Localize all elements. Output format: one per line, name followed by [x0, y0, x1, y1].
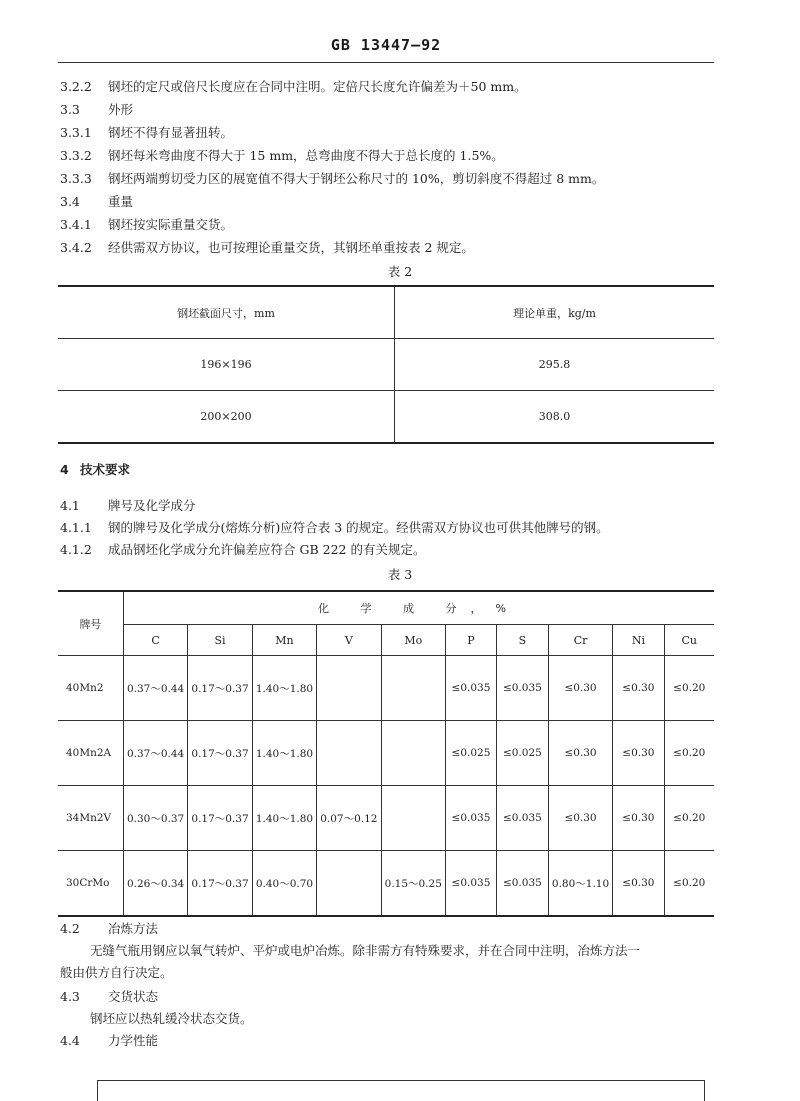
table-cell: ≤0.035 — [446, 786, 497, 851]
table-cell: ≤0.30 — [613, 786, 664, 851]
element-header: Mo — [381, 625, 445, 656]
element-header: Cr — [548, 625, 612, 656]
paragraph-line — [60, 964, 173, 982]
table-cell: 0.17～0.37 — [188, 786, 252, 851]
clause-text: 钢坯每米弯曲度不得大于 15 mm，总弯曲度不得大于总长度的 1.5%。 — [108, 148, 504, 163]
clause-text: 成品钢坯化学成分允许偏差应符合 GB 222 的有关规定。 — [108, 542, 426, 557]
table-cell: ≤0.20 — [664, 656, 714, 721]
grade-header: 牌号 — [58, 591, 123, 656]
table-cell: ≤0.30 — [613, 851, 664, 917]
table-cell — [381, 656, 445, 721]
grade-cell: 40Mn2A — [58, 721, 123, 786]
paragraph-text: 般由供方自行决定。 — [60, 965, 173, 980]
table-row — [58, 721, 714, 786]
element-header: P — [446, 625, 497, 656]
clause-3-2-2 — [60, 78, 527, 96]
table-cell: 0.80～1.10 — [548, 851, 612, 917]
table-header-row — [58, 591, 714, 625]
clause-3-3-1 — [60, 124, 233, 142]
table-cell: ≤0.30 — [548, 656, 612, 721]
clause-3-3 — [60, 101, 133, 119]
clause-number: 4.3 — [60, 989, 80, 1004]
element-header: C — [123, 625, 187, 656]
composition-header: 化 学 成 分，% — [123, 591, 714, 625]
table-cell — [317, 656, 381, 721]
clause-4-1-2 — [60, 541, 425, 559]
clause-number: 3.3 — [60, 102, 80, 117]
table-cell: 0.40～0.70 — [252, 851, 316, 917]
table-cell: 308.0 — [395, 391, 715, 444]
paragraph-text: 钢坯应以热轧缓冷状态交货。 — [90, 1011, 253, 1026]
document-header: GB 13447—92 — [330, 36, 442, 54]
element-header: Cu — [664, 625, 714, 656]
table-cell: ≤0.035 — [446, 851, 497, 917]
table-row — [58, 391, 714, 444]
table-cell: ≤0.30 — [548, 721, 612, 786]
clause-4-4 — [60, 1032, 158, 1050]
element-header: Ni — [613, 625, 664, 656]
clause-text: 钢坯两端剪切受力区的展宽值不得大于钢坯公称尺寸的 10%，剪切斜度不得超过 8 mm。 — [108, 171, 605, 186]
table-cell — [381, 721, 445, 786]
paragraph-line — [90, 942, 640, 960]
table-cell: ≤0.30 — [548, 786, 612, 851]
clause-text: 钢坯不得有显著扭转。 — [108, 125, 234, 140]
clause-text: 经供需双方协议，也可按理论重量交货，其钢坯单重按表 2 规定。 — [108, 240, 474, 255]
table-cell — [317, 851, 381, 917]
table-row — [58, 786, 714, 851]
clause-number: 3.4.2 — [60, 240, 92, 255]
clause-number: 4.1 — [60, 498, 80, 513]
clause-number: 3.4.1 — [60, 217, 92, 232]
table3 — [58, 590, 714, 917]
clause-text: 钢坯的定尺或倍尺长度应在合同中注明。定倍尺长度允许偏差为＋50 mm。 — [108, 79, 527, 94]
table-cell: 0.17～0.37 — [188, 851, 252, 917]
table-cell: 196×196 — [58, 339, 395, 391]
table-cell: ≤0.20 — [664, 721, 714, 786]
clause-3-3-2 — [60, 147, 504, 165]
clause-text: 冶炼方法 — [108, 921, 159, 936]
paragraph-line — [90, 1010, 253, 1028]
table-cell: ≤0.20 — [664, 786, 714, 851]
clause-number: 3.3.3 — [60, 171, 92, 186]
clause-text: 牌号及化学成分 — [108, 498, 196, 513]
table-cell: ≤0.025 — [496, 721, 548, 786]
table-cell: 0.07～0.12 — [317, 786, 381, 851]
table-cell: 0.26～0.34 — [123, 851, 187, 917]
table-cell: ≤0.025 — [446, 721, 497, 786]
clause-3-3-3 — [60, 170, 604, 188]
clause-number: 3.2.2 — [60, 79, 92, 94]
table3-caption: 表 3 — [387, 567, 413, 582]
table-header-cell: 理论单重，kg/m — [395, 286, 715, 339]
clause-number: 4.4 — [60, 1033, 80, 1048]
section-title: 技术要求 — [80, 462, 131, 477]
clause-4-1 — [60, 497, 196, 515]
clause-text: 重量 — [108, 194, 134, 209]
section-4-heading — [60, 461, 130, 479]
table-cell: 295.8 — [395, 339, 715, 391]
element-header: Mn — [252, 625, 316, 656]
table-cell: 0.15～0.25 — [381, 851, 445, 917]
table-cell: 1.40～1.80 — [252, 656, 316, 721]
table-cell: 1.40～1.80 — [252, 786, 316, 851]
table-cell: ≤0.30 — [613, 656, 664, 721]
clause-text: 钢坯按实际重量交货。 — [108, 217, 234, 232]
clause-4-1-1 — [60, 519, 609, 537]
clause-4-2 — [60, 920, 158, 938]
clause-4-3 — [60, 988, 158, 1006]
clause-number: 4.2 — [60, 921, 80, 936]
paragraph-text: 无缝气瓶用钢应以氧气转炉、平炉或电炉冶炼。除非需方有特殊要求，并在合同中注明，冶炼方法一 — [90, 943, 641, 958]
grade-cell: 34Mn2V — [58, 786, 123, 851]
table-header-cell: 钢坯截面尺寸，mm — [58, 286, 395, 339]
table-row — [58, 339, 714, 391]
header-rule — [58, 62, 714, 63]
clause-number: 4.1.1 — [60, 520, 92, 535]
grade-cell: 30CrMo — [58, 851, 123, 917]
table-cell: 0.17～0.37 — [188, 656, 252, 721]
element-header: V — [317, 625, 381, 656]
element-header: Si — [188, 625, 252, 656]
table-cell: 0.30～0.37 — [123, 786, 187, 851]
clause-number: 3.3.1 — [60, 125, 92, 140]
table-cell: ≤0.20 — [664, 851, 714, 917]
clause-number: 4.1.2 — [60, 542, 92, 557]
element-header: S — [496, 625, 548, 656]
table-cell: ≤0.035 — [496, 656, 548, 721]
table-cell: 200×200 — [58, 391, 395, 444]
clause-3-4-1 — [60, 216, 233, 234]
table-cell: 0.17～0.37 — [188, 721, 252, 786]
table-cell: ≤0.035 — [496, 851, 548, 917]
table-row — [58, 851, 714, 917]
table-cell: ≤0.30 — [613, 721, 664, 786]
clause-text: 交货状态 — [108, 989, 159, 1004]
clause-text: 力学性能 — [108, 1033, 159, 1048]
table-cell: ≤0.035 — [446, 656, 497, 721]
table-cell: 1.40～1.80 — [252, 721, 316, 786]
table-header-row — [58, 625, 714, 656]
table2-caption: 表 2 — [387, 264, 413, 279]
clause-3-4 — [60, 193, 133, 211]
table-cell — [317, 721, 381, 786]
clause-text: 外形 — [108, 102, 134, 117]
clause-3-4-2 — [60, 239, 474, 257]
table-cell: 0.37～0.44 — [123, 721, 187, 786]
section-number: 4 — [60, 462, 69, 477]
table2 — [58, 285, 714, 444]
clause-number: 3.3.2 — [60, 148, 92, 163]
clause-number: 3.4 — [60, 194, 80, 209]
table-row — [58, 656, 714, 721]
table-cell: 0.37～0.44 — [123, 656, 187, 721]
clause-text: 钢的牌号及化学成分(熔炼分析)应符合表 3 的规定。经供需双方协议也可供其他牌号的钢。 — [108, 520, 609, 535]
table-cell — [381, 786, 445, 851]
table-header-row — [58, 286, 714, 339]
grade-cell: 40Mn2 — [58, 656, 123, 721]
table-cell: ≤0.035 — [496, 786, 548, 851]
